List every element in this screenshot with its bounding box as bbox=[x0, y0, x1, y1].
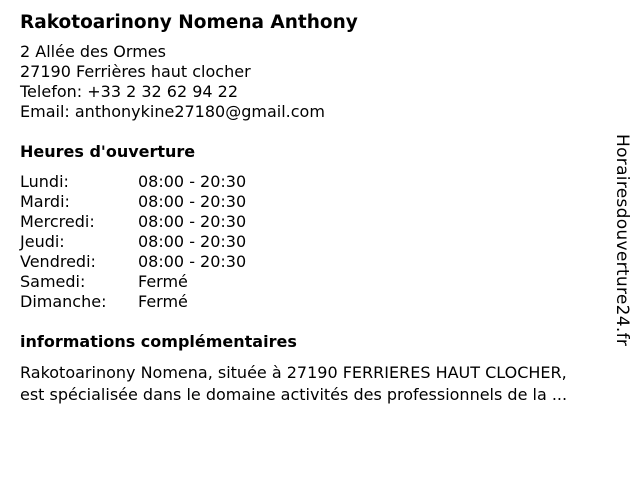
hours-row-saturday bbox=[20, 272, 620, 292]
hours-row-monday bbox=[20, 172, 620, 192]
email-address[interactable]: Email: anthonykine27180@gmail.com bbox=[20, 102, 325, 121]
hours-row-friday bbox=[20, 252, 620, 272]
address-line-2: 27190 Ferrières haut clocher bbox=[20, 62, 251, 81]
day-hours: Fermé bbox=[138, 272, 188, 291]
hours-row-sunday bbox=[20, 292, 620, 312]
day-label: Mardi: bbox=[20, 192, 70, 211]
hours-row-tuesday bbox=[20, 192, 620, 212]
day-hours: 08:00 - 20:30 bbox=[138, 212, 247, 231]
phone-number[interactable]: Telefon: +33 2 32 62 94 22 bbox=[20, 82, 239, 101]
day-hours: 08:00 - 20:30 bbox=[138, 172, 247, 191]
business-name: Rakotoarinony Nomena Anthony bbox=[20, 12, 358, 33]
day-label: Mercredi: bbox=[20, 212, 95, 231]
additional-info-heading: informations complémentaires bbox=[20, 332, 297, 351]
day-label: Lundi: bbox=[20, 172, 69, 191]
business-card bbox=[20, 10, 620, 406]
day-hours: 08:00 - 20:30 bbox=[138, 192, 247, 211]
description-line-2: est spécialisée dans le domaine activités des professionnels de la ... bbox=[20, 385, 568, 404]
description-line-1: Rakotoarinony Nomena, située à 27190 FERRIERES HAUT CLOCHER, bbox=[20, 363, 567, 382]
day-hours: Fermé bbox=[138, 292, 188, 311]
day-hours: 08:00 - 20:30 bbox=[138, 232, 247, 251]
day-label: Jeudi: bbox=[20, 232, 65, 251]
hours-row-wednesday bbox=[20, 212, 620, 232]
day-hours: 08:00 - 20:30 bbox=[138, 252, 247, 271]
day-label: Samedi: bbox=[20, 272, 86, 291]
day-label: Vendredi: bbox=[20, 252, 96, 271]
site-watermark: Horairesdouverture24.fr bbox=[612, 134, 632, 347]
address-line-1: 2 Allée des Ormes bbox=[20, 42, 166, 61]
hours-row-thursday bbox=[20, 232, 620, 252]
opening-hours-table bbox=[20, 172, 620, 312]
day-label: Dimanche: bbox=[20, 292, 107, 311]
opening-hours-heading: Heures d'ouverture bbox=[20, 142, 196, 161]
